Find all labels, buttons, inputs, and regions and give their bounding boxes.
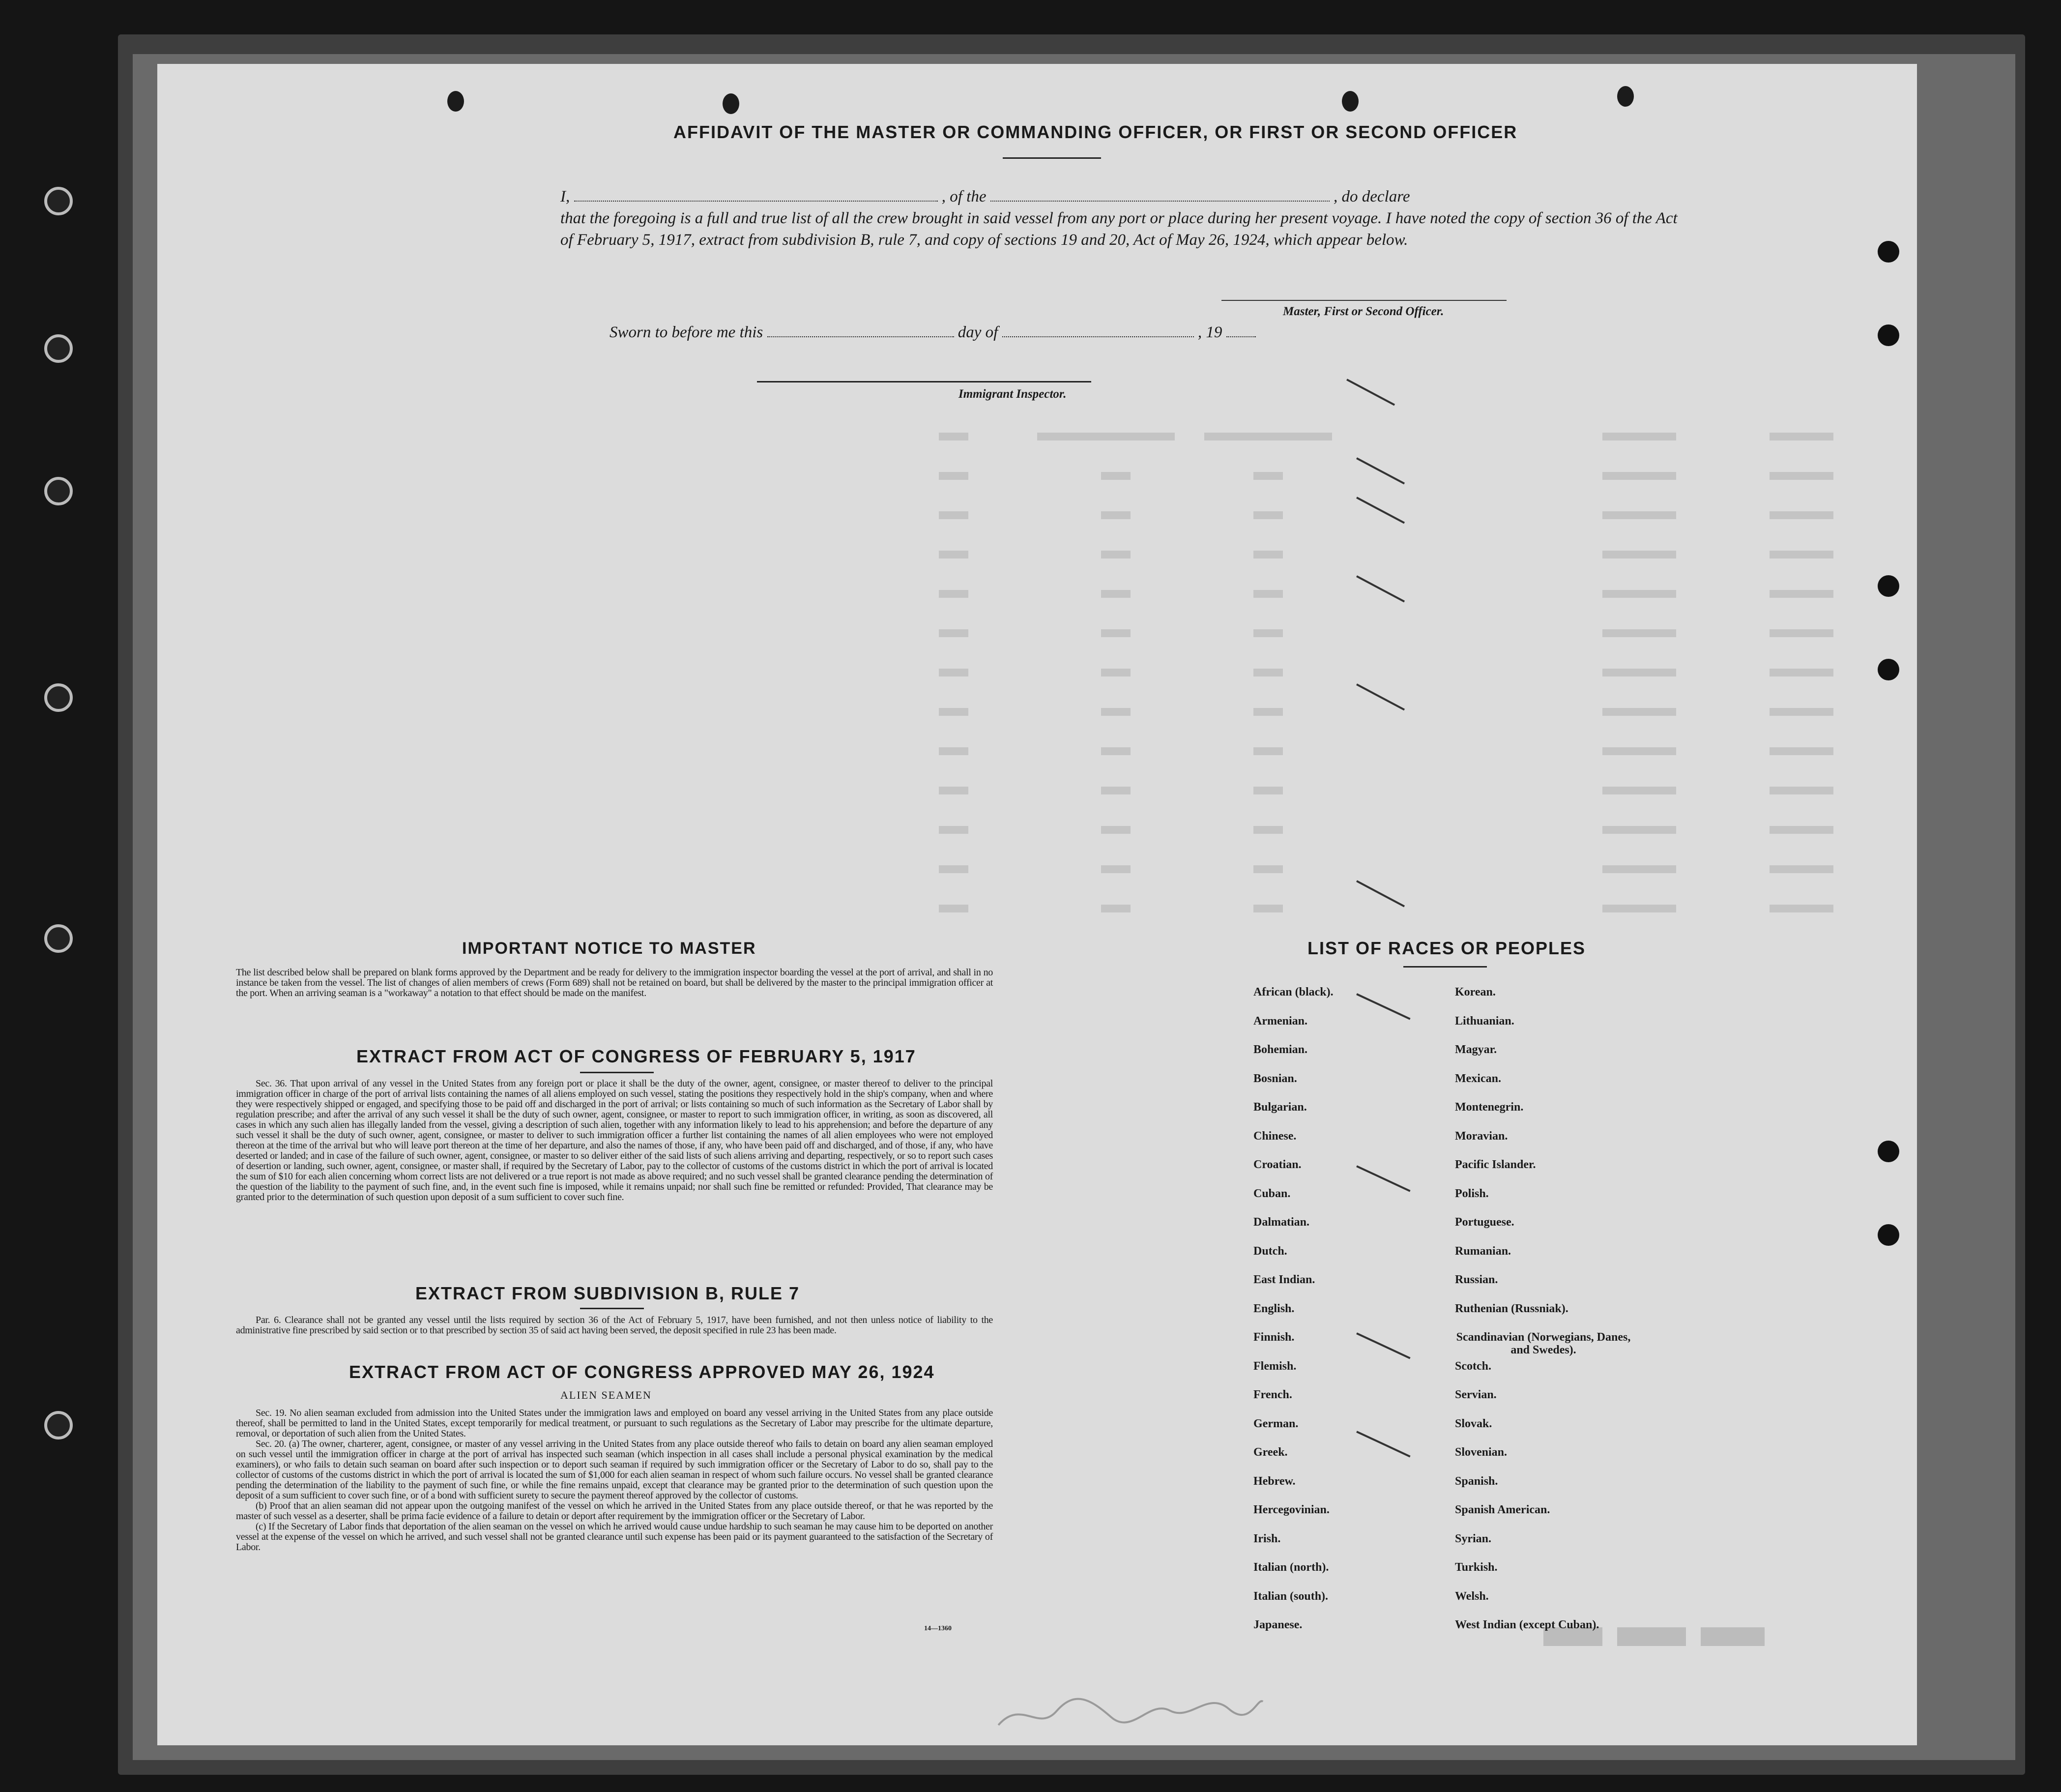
form-number: 14—1360: [924, 1625, 952, 1632]
binder-hole: [44, 924, 73, 953]
sec-20b-text: (b) Proof that an alien seaman did not appear upon the outgoing manifest of the vessel on which he arrived in the United States from any place outside thereof, or that he was reported by the master of such vessel as a deserter, shall be prima facie evidence of a failure to detain or deport after requirement by the immigration officer or the Secretary of Labor.: [236, 1500, 993, 1522]
handwritten-signature: [991, 1677, 1270, 1745]
race-item: Armenian.: [1253, 1015, 1307, 1028]
punch-hole: [1878, 575, 1899, 597]
section-rule: [580, 1072, 654, 1073]
binder-hole: [44, 187, 73, 215]
race-item: Servian.: [1455, 1388, 1497, 1401]
race-item: Russian.: [1455, 1273, 1498, 1286]
sworn-day-of: day of: [958, 323, 998, 341]
punch-hole: [1878, 659, 1899, 680]
title-rule: [1003, 157, 1101, 159]
binder-hole: [44, 334, 73, 363]
decl-of-the: , of the: [941, 188, 987, 206]
declaration-body: that the foregoing is a full and true list of all the crew brought in said vessel from any port or place during her present voyage. I have noted the copy of section 36 of the Act of February 5, 1917, extract from subdivision B, rule 7, and copy of sections 19 and 20, Act of May 26, 1924, which appear below.: [560, 209, 1678, 249]
sworn-prefix: Sworn to before me this: [610, 323, 763, 341]
master-signature-line[interactable]: [1221, 300, 1507, 301]
race-item: Turkish.: [1455, 1561, 1498, 1574]
punch-hole: [1342, 91, 1359, 112]
race-item: French.: [1253, 1388, 1292, 1401]
punch-hole: [447, 91, 464, 112]
sec-20a-text: Sec. 20. (a) The owner, charterer, agent, consignee, or master of any vessel arriving in the United States from any place outside thereof who fails to detain on board any alien seaman employed on such vessel until the immigration officer in charge at the port of arrival has inspected such seaman (which inspection in all cases shall include a personal physical examination by the medical examiners), or who fails to detain such seaman on board after such inspection or to deport such seaman if required by such immigration officer or the Secretary of Labor to do so, shall pay to the collector of customs of the customs district in which the port of arrival is located the sum of $1,000 for each alien seaman in respect of whom such failure occurs. No vessel shall be granted clearance pending the determination of the liability to the payment of such fine, or while the fine remains unpaid, except that clearance may be granted prior to the determination of such question upon the deposit of a sum sufficient to cover such fine, or of a bond with sufficient surety to secure the payment thereof approved by the collector of customs.: [236, 1439, 993, 1501]
race-item: Slovenian.: [1455, 1446, 1508, 1459]
race-item: Welsh.: [1455, 1590, 1489, 1603]
document-page: [157, 64, 1917, 1745]
sworn-line: [610, 323, 1256, 342]
race-item: Slovak.: [1455, 1417, 1492, 1430]
race-item: Mexican.: [1455, 1072, 1501, 1085]
race-item: Hebrew.: [1253, 1475, 1296, 1488]
race-item: Bosnian.: [1253, 1072, 1297, 1085]
binder-hole: [44, 1411, 73, 1439]
notice-title: IMPORTANT NOTICE TO MASTER: [462, 939, 756, 958]
check-mark: [1346, 379, 1395, 406]
bleed-through-crew-list: [285, 408, 1858, 959]
race-item: Spanish.: [1455, 1475, 1498, 1488]
race-item: Finnish.: [1253, 1331, 1295, 1344]
sec-36-text: Sec. 36. That upon arrival of any vessel in the United States from any foreign port or place it shall be the duty of the owner, agent, consignee, or master thereof to deliver to the principal immigration officer in charge of the port of arrival lists containing the names of all aliens employed on such vessel, stating the positions they respectively hold in the ship's company, when and where they were respectively shipped or engaged, and specifying those to be paid off and discharged in the port of arrival; or lists containing so much of such information as the Secretary of Labor shall by regulation prescribe; and after the arrival of any such vessel it shall be the duty of such owner, agent, consignee, or master to report to such immigration officer, in writing, as soon as discovered, all cases in which any such alien has illegally landed from the vessel, giving a description of such alien, together with any information likely to lead to his apprehension; and before the departure of any such vessel it shall be the duty of such owner, agent, consignee, or master to deliver to such immigration officer a further list containing the names of all alien employees who were not employed thereon at the time of the arrival but who will leave port thereon at the time of her departure, and also the names of those, if any, who have been paid off and discharged, and of those, if any, who have deserted or landed; and in case of the failure of such owner, agent, consignee, or master to so deliver either of the said lists of such aliens arriving and departing, respectively, or so to report such cases of desertion or landing, such owner, agent, consignee, or master shall, if required by the Secretary of Labor, pay to the collector of customs of the customs district in which the port of arrival is located the sum of $10 for each alien concerning whom correct lists are not delivered or a true report is not made as above required; and no such vessel shall be granted clearance pending the determination of the question of the liability to the payment of such fine, and, in the event such fine is imposed, while it remains unpaid; nor shall such fine be remitted or refunded: Provided, That clearance may be granted prior to the determination of such question upon deposit of a sum sufficient to cover such fine.: [236, 1078, 993, 1203]
race-item: Flemish.: [1253, 1360, 1297, 1373]
race-item: Italian (south).: [1253, 1590, 1329, 1603]
binder-hole: [44, 477, 73, 505]
rule-7-body: [236, 1315, 993, 1336]
races-title: LIST OF RACES OR PEOPLES: [1307, 938, 1586, 958]
race-item: Ruthenian (Russniak).: [1455, 1302, 1568, 1315]
punch-hole: [1617, 86, 1634, 107]
race-item: African (black).: [1253, 986, 1334, 999]
race-item: East Indian.: [1253, 1273, 1315, 1286]
act-1924-title: EXTRACT FROM ACT OF CONGRESS APPROVED MAY 26, 1924: [349, 1362, 935, 1382]
race-item: Cuban.: [1253, 1187, 1291, 1200]
race-item: Rumanian.: [1455, 1245, 1511, 1258]
race-item: Lithuanian.: [1455, 1015, 1514, 1028]
race-item: English.: [1253, 1302, 1295, 1315]
race-item: Croatian.: [1253, 1158, 1302, 1171]
bleed-through-marks: [285, 408, 1858, 959]
race-item: Greek.: [1253, 1446, 1288, 1459]
race-item: Dalmatian.: [1253, 1216, 1309, 1229]
check-mark: [1356, 1431, 1410, 1457]
sworn-month-field[interactable]: [1002, 336, 1194, 337]
race-item: Pacific Islander.: [1455, 1158, 1536, 1171]
sec-20c-text: (c) If the Secretary of Labor finds that deportation of the alien seaman on the vessel on which he arrived would cause undue hardship to such seaman he may cause him to be deported on another vessel at the expense of the vessel on which he arrived, and such vessel shall not be granted clearance until such expense has been paid or its payment guaranteed to the satisfaction of the Secretary of Labor.: [236, 1521, 993, 1553]
race-item: Portuguese.: [1455, 1216, 1514, 1229]
rule-7-title: EXTRACT FROM SUBDIVISION B, RULE 7: [415, 1283, 800, 1303]
race-item: Korean.: [1455, 986, 1496, 999]
race-item: West Indian (except Cuban).: [1455, 1618, 1599, 1631]
check-mark: [1356, 1165, 1410, 1192]
race-item: Chinese.: [1253, 1130, 1297, 1143]
race-item: Bulgarian.: [1253, 1101, 1307, 1114]
signature-scribble: [991, 1677, 1269, 1740]
decl-i: I,: [560, 188, 570, 206]
vessel-name-field[interactable]: [990, 201, 1330, 202]
punch-hole: [1878, 241, 1899, 263]
race-item: Scotch.: [1455, 1360, 1491, 1373]
race-item: Moravian.: [1455, 1130, 1508, 1143]
check-mark: [1356, 993, 1410, 1020]
sec-19-text: Sec. 19. No alien seaman excluded from admission into the United States under the immigration laws and employed on board any vessel arriving in the United States from any place outside thereof, shall be permitted to land in the United States, except temporarily for medical treatment, or pursuant to such regulations as the Secretary of Labor may prescribe for the ultimate departure, removal, or deportation of such alien from the United States.: [236, 1408, 993, 1439]
race-item: Polish.: [1455, 1187, 1489, 1200]
officer-name-field[interactable]: [574, 201, 938, 202]
race-item: Scandinavian (Norwegians, Danes, and Swedes).: [1456, 1331, 1631, 1356]
sworn-year-field[interactable]: [1226, 336, 1256, 337]
check-mark: [1356, 1332, 1410, 1359]
signature-caption: Master, First or Second Officer.: [1283, 305, 1444, 318]
act-1917-body: [236, 1079, 993, 1203]
race-item: Hercegovinian.: [1253, 1503, 1330, 1516]
race-item: Dutch.: [1253, 1245, 1287, 1258]
punch-hole: [723, 93, 739, 114]
races-rule: [1403, 966, 1487, 968]
decl-do-declare: , do declare: [1333, 188, 1410, 206]
punch-hole: [1878, 1224, 1899, 1246]
act-1917-title: EXTRACT FROM ACT OF CONGRESS OF FEBRUARY 5, 1917: [356, 1046, 916, 1066]
race-item: Italian (north).: [1253, 1561, 1329, 1574]
affidavit-title: AFFIDAVIT OF THE MASTER OR COMMANDING OFFICER, OR FIRST OR SECOND OFFICER: [673, 122, 1518, 142]
race-item: Bohemian.: [1253, 1043, 1308, 1056]
race-item: Spanish American.: [1455, 1503, 1550, 1516]
race-item: German.: [1253, 1417, 1299, 1430]
section-rule: [580, 1308, 644, 1309]
punch-hole: [1878, 1141, 1899, 1162]
race-item: Magyar.: [1455, 1043, 1497, 1056]
inspector-caption: Immigrant Inspector.: [958, 387, 1067, 401]
par-6-text: Par. 6. Clearance shall not be granted any vessel until the lists required by section 36 of the Act of February 5, 1917, have been furnished, and not then unless notice of liability to the administrative fine prescribed by said section or to that prescribed by section 35 of said act having been served, the deposit specified in rule 23 has been made.: [236, 1315, 993, 1336]
affidavit-declaration: [560, 186, 1691, 251]
inspector-signature-line[interactable]: [757, 381, 1091, 382]
race-item: Montenegrin.: [1455, 1101, 1524, 1114]
notice-body: The list described below shall be prepared on blank forms approved by the Department and be ready for delivery to the immigration inspector boarding the vessel at the port of arrival, and shall in no instance be taken from the vessel. The list of changes of alien members of crews (Form 689) shall not be retained on board, but shall be delivered by the master to the principal immigration officer at the port. When an arriving seaman is a "workaway" a notation to that effect should be made on the manifest.: [236, 967, 993, 999]
declaration-line: [560, 186, 1691, 207]
race-item: Irish.: [1253, 1532, 1281, 1545]
race-item: Syrian.: [1455, 1532, 1492, 1545]
binder-hole: [44, 683, 73, 712]
alien-seamen-heading: ALIEN SEAMEN: [560, 1389, 652, 1401]
act-1924-body: [236, 1408, 993, 1553]
sworn-year: , 19: [1197, 323, 1222, 341]
sworn-day-field[interactable]: [767, 336, 954, 337]
binder-holes: [44, 187, 74, 1760]
race-item: Japanese.: [1253, 1618, 1303, 1631]
punch-hole: [1878, 324, 1899, 346]
